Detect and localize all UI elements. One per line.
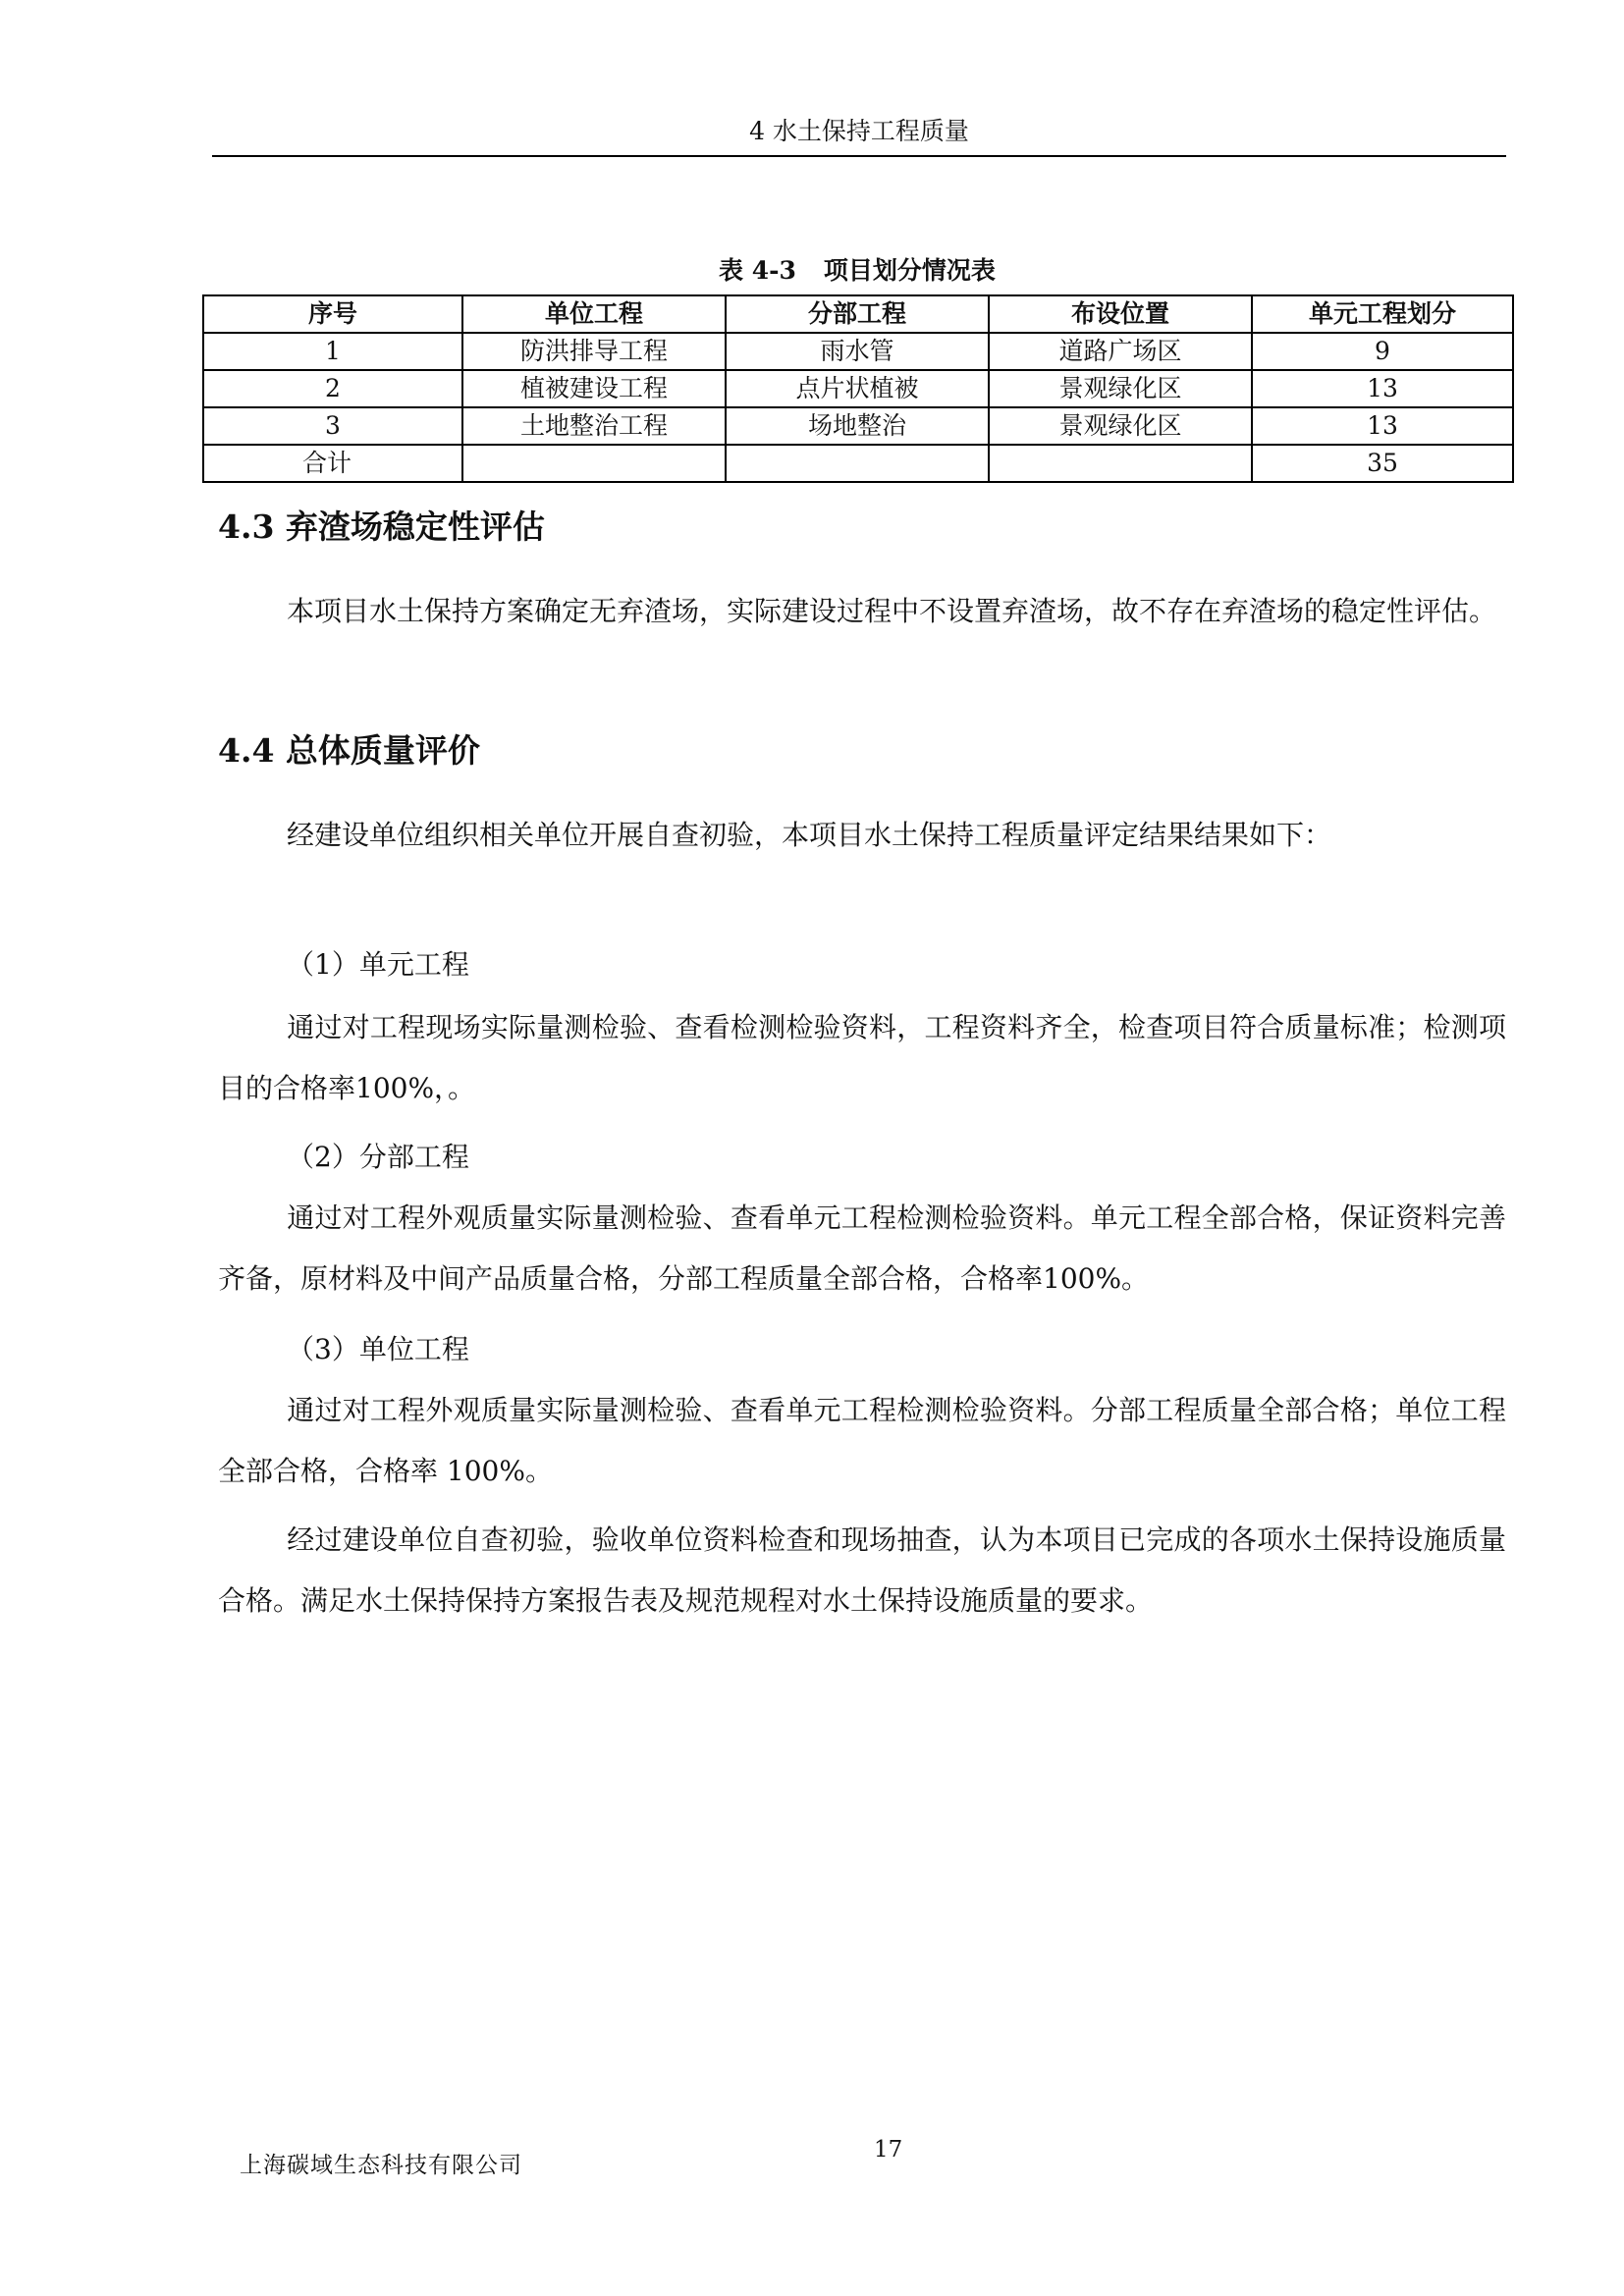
table-cell xyxy=(726,445,989,482)
header-rule xyxy=(212,155,1506,157)
conclusion-paragraph xyxy=(218,1510,1506,1631)
column-header: 单位工程 xyxy=(462,295,726,333)
table-row xyxy=(203,407,1513,445)
table-cell: 土地整治工程 xyxy=(462,407,726,445)
paragraph-text: 经过建设单位自查初验，验收单位资料检查和现场抽查，认为本项目已完成的各项水土保持设施质量合格。满足水土保持保持方案报告表及规范规程对水土保持设施质量的要求。 xyxy=(218,1523,1506,1617)
table-cell: 2 xyxy=(203,370,462,407)
table-row xyxy=(203,370,1513,407)
table-header-row xyxy=(203,295,1513,333)
table-cell xyxy=(462,445,726,482)
page-number: 17 xyxy=(874,2137,903,2163)
table-cell: 13 xyxy=(1252,370,1513,407)
table-cell: 景观绿化区 xyxy=(989,370,1252,407)
item-2-title: （2）分部工程 xyxy=(287,1141,469,1173)
column-header: 分部工程 xyxy=(726,295,989,333)
table-cell: 道路广场区 xyxy=(989,333,1252,370)
column-header: 序号 xyxy=(203,295,462,333)
table-cell: 点片状植被 xyxy=(726,370,989,407)
table-cell: 植被建设工程 xyxy=(462,370,726,407)
table-cell: 1 xyxy=(203,333,462,370)
table-cell: 雨水管 xyxy=(726,333,989,370)
page-header: 4 水土保持工程质量 xyxy=(749,117,969,145)
table-cell: 9 xyxy=(1252,333,1513,370)
table-cell: 13 xyxy=(1252,407,1513,445)
paragraph-text: 通过对工程外观质量实际量测检验、查看单元工程检测检验资料。单元工程全部合格，保证资料完善齐备，原材料及中间产品质量合格，分部工程质量全部合格，合格率100%。 xyxy=(218,1201,1506,1295)
footer-company: 上海碳域生态科技有限公司 xyxy=(240,2153,522,2178)
table-cell: 合计 xyxy=(203,445,462,482)
table-cell: 场地整治 xyxy=(726,407,989,445)
item-1-title: （1）单元工程 xyxy=(287,948,469,981)
paragraph-text: 本项目水土保持方案确定无弃渣场，实际建设过程中不设置弃渣场，故不存在弃渣场的稳定性评估。 xyxy=(287,595,1497,627)
paragraph-text: 通过对工程外观质量实际量测检验、查看单元工程检测检验资料。分部工程质量全部合格；单位工程全部合格，合格率 100%。 xyxy=(218,1394,1506,1487)
table-cell: 35 xyxy=(1252,445,1513,482)
item-2-paragraph xyxy=(218,1188,1506,1309)
table-caption xyxy=(202,253,1512,289)
item-3-paragraph xyxy=(218,1380,1506,1502)
column-header: 布设位置 xyxy=(989,295,1252,333)
section-4-4-intro xyxy=(218,805,1506,866)
item-1-paragraph xyxy=(218,997,1506,1119)
table-cell: 景观绿化区 xyxy=(989,407,1252,445)
section-heading-4-3: 4.3 弃渣场稳定性评估 xyxy=(218,507,545,546)
paragraph-text: 通过对工程现场实际量测检验、查看检测检验资料，工程资料齐全，检查项目符合质量标准；检测项目的合格率100%，。 xyxy=(218,1011,1506,1104)
paragraph-text: 经建设单位组织相关单位开展自查初验，本项目水土保持工程质量评定结果结果如下： xyxy=(287,819,1332,851)
section-heading-4-4: 4.4 总体质量评价 xyxy=(218,731,480,770)
column-header: 单元工程划分 xyxy=(1252,295,1513,333)
table-caption-title: 项目划分情况表 xyxy=(823,256,996,285)
section-4-3-paragraph xyxy=(218,581,1506,642)
table-cell: 3 xyxy=(203,407,462,445)
table-cell xyxy=(989,445,1252,482)
table-total-row xyxy=(203,445,1513,482)
table-caption-number: 表 4-3 xyxy=(719,256,796,285)
table-row xyxy=(203,333,1513,370)
table-cell: 防洪排导工程 xyxy=(462,333,726,370)
project-division-table xyxy=(202,294,1514,483)
item-3-title: （3）单位工程 xyxy=(287,1333,469,1365)
